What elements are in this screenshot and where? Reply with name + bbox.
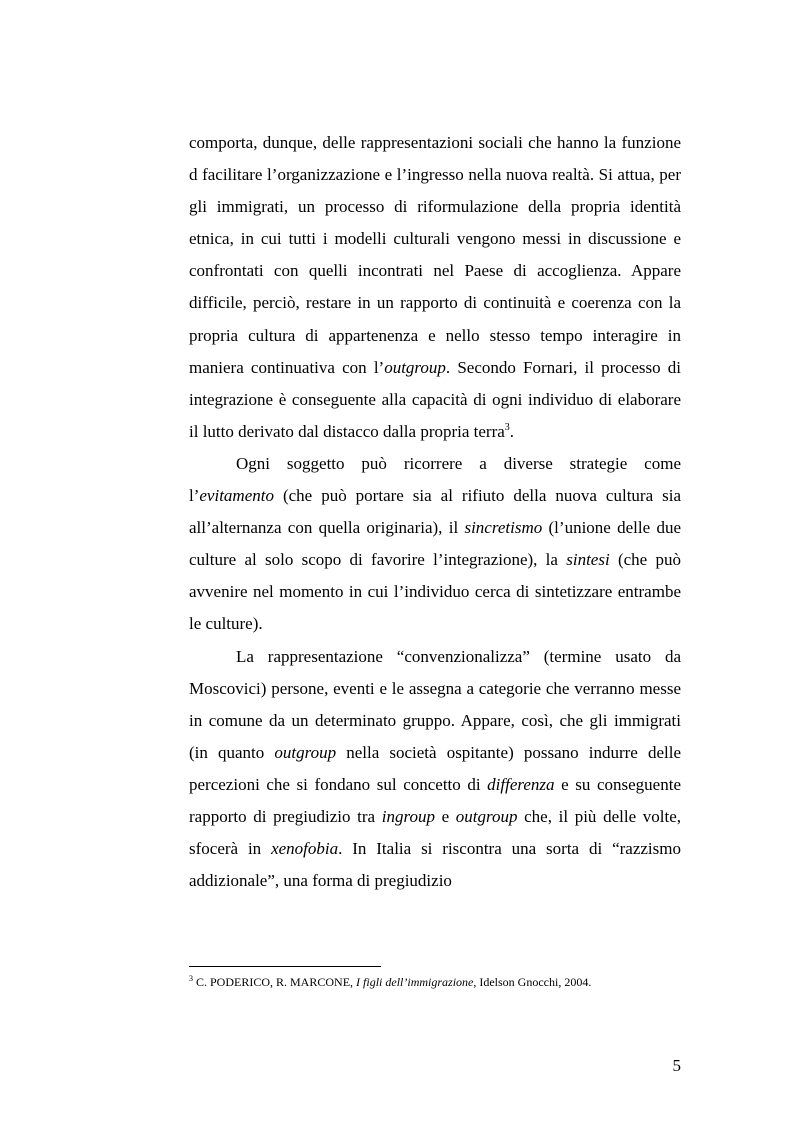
- text-segment: (l’unione delle due culture al solo scopo di favorire l’integrazione), la: [189, 518, 681, 570]
- text-segment: La rappresentazione “convenzionalizza” (termine usato da Moscovici) persone, eventi e le assegna a categorie che verranno messe in comune da un determinato gruppo. Appare, così, che gli immigrati (in quanto: [189, 646, 681, 762]
- text-segment: nella società ospitante) possano indurre delle percezioni che si fondano sul concetto di: [189, 742, 681, 794]
- italic-term-sintesi: sintesi: [566, 550, 610, 570]
- paragraph-2: [189, 448, 681, 641]
- body-text: [189, 127, 681, 897]
- paragraph-3: [189, 641, 681, 898]
- footnote-separator: [189, 966, 381, 967]
- footnote-text: C. PODERICO, R. MARCONE,: [193, 975, 357, 989]
- italic-term-outgroup: outgroup: [455, 806, 518, 826]
- italic-term-outgroup: outgroup: [384, 357, 446, 377]
- text-segment: .: [509, 421, 515, 441]
- text-segment: . In Italia si riscontra una sorta di “razzismo addizionale”, una forma di pregiudizio: [189, 839, 681, 891]
- italic-term-outgroup: outgroup: [274, 742, 337, 762]
- italic-term-sincretismo: sincretismo: [464, 518, 543, 538]
- footnote-book-title: I figli dell’immigrazione: [356, 975, 474, 989]
- paragraph-1: [189, 127, 681, 448]
- footnote-text: , Idelson Gnocchi, 2004.: [473, 975, 592, 989]
- text-segment: e su conseguente rapporto di pregiudizio tra: [189, 774, 681, 826]
- text-segment: e: [434, 806, 456, 826]
- footnote-reference[interactable]: 3: [504, 421, 510, 433]
- text-segment: (che può portare sia al rifiuto della nuova cultura sia all’alternanza con quella originaria), il: [189, 486, 681, 538]
- italic-term-evitamento: evitamento: [199, 486, 274, 506]
- text-segment: Ogni soggetto può ricorrere a diverse strategie come l’: [189, 453, 681, 506]
- italic-term-xenofobia: xenofobia: [271, 839, 339, 859]
- italic-term-ingroup: ingroup: [381, 806, 435, 826]
- text-segment: comporta, dunque, delle rappresentazioni sociali che hanno la funzione d facilitare l’organizzazione e l’ingresso nella nuova realtà. Si attua, per gli immigrati, un processo di riformulazione della propria identità etnica, in cui tutti i modelli culturali vengono messi in discussione e confrontati con quelli incontrati nel Paese di accoglienza. Appare difficile, perciò, restare in un rapporto di continuità e coerenza con la propria cultura di appartenenza e nello stesso tempo interagire in maniera continuativa con l’: [189, 133, 681, 377]
- text-segment: . Secondo Fornari, il processo di integrazione è conseguente alla capacità di ogni individuo di elaborare il lutto derivato dal distacco dalla propria terra: [189, 357, 681, 441]
- page-number: 5: [672, 1056, 681, 1075]
- text-segment: che, il più delle volte, sfocerà in: [189, 806, 681, 859]
- footnote-number: 3: [189, 974, 193, 983]
- text-segment: (che può avvenire nel momento in cui l’individuo cerca di sintetizzare entrambe le culture).: [189, 550, 681, 634]
- italic-term-differenza: differenza: [487, 774, 555, 794]
- footnote: [189, 974, 681, 990]
